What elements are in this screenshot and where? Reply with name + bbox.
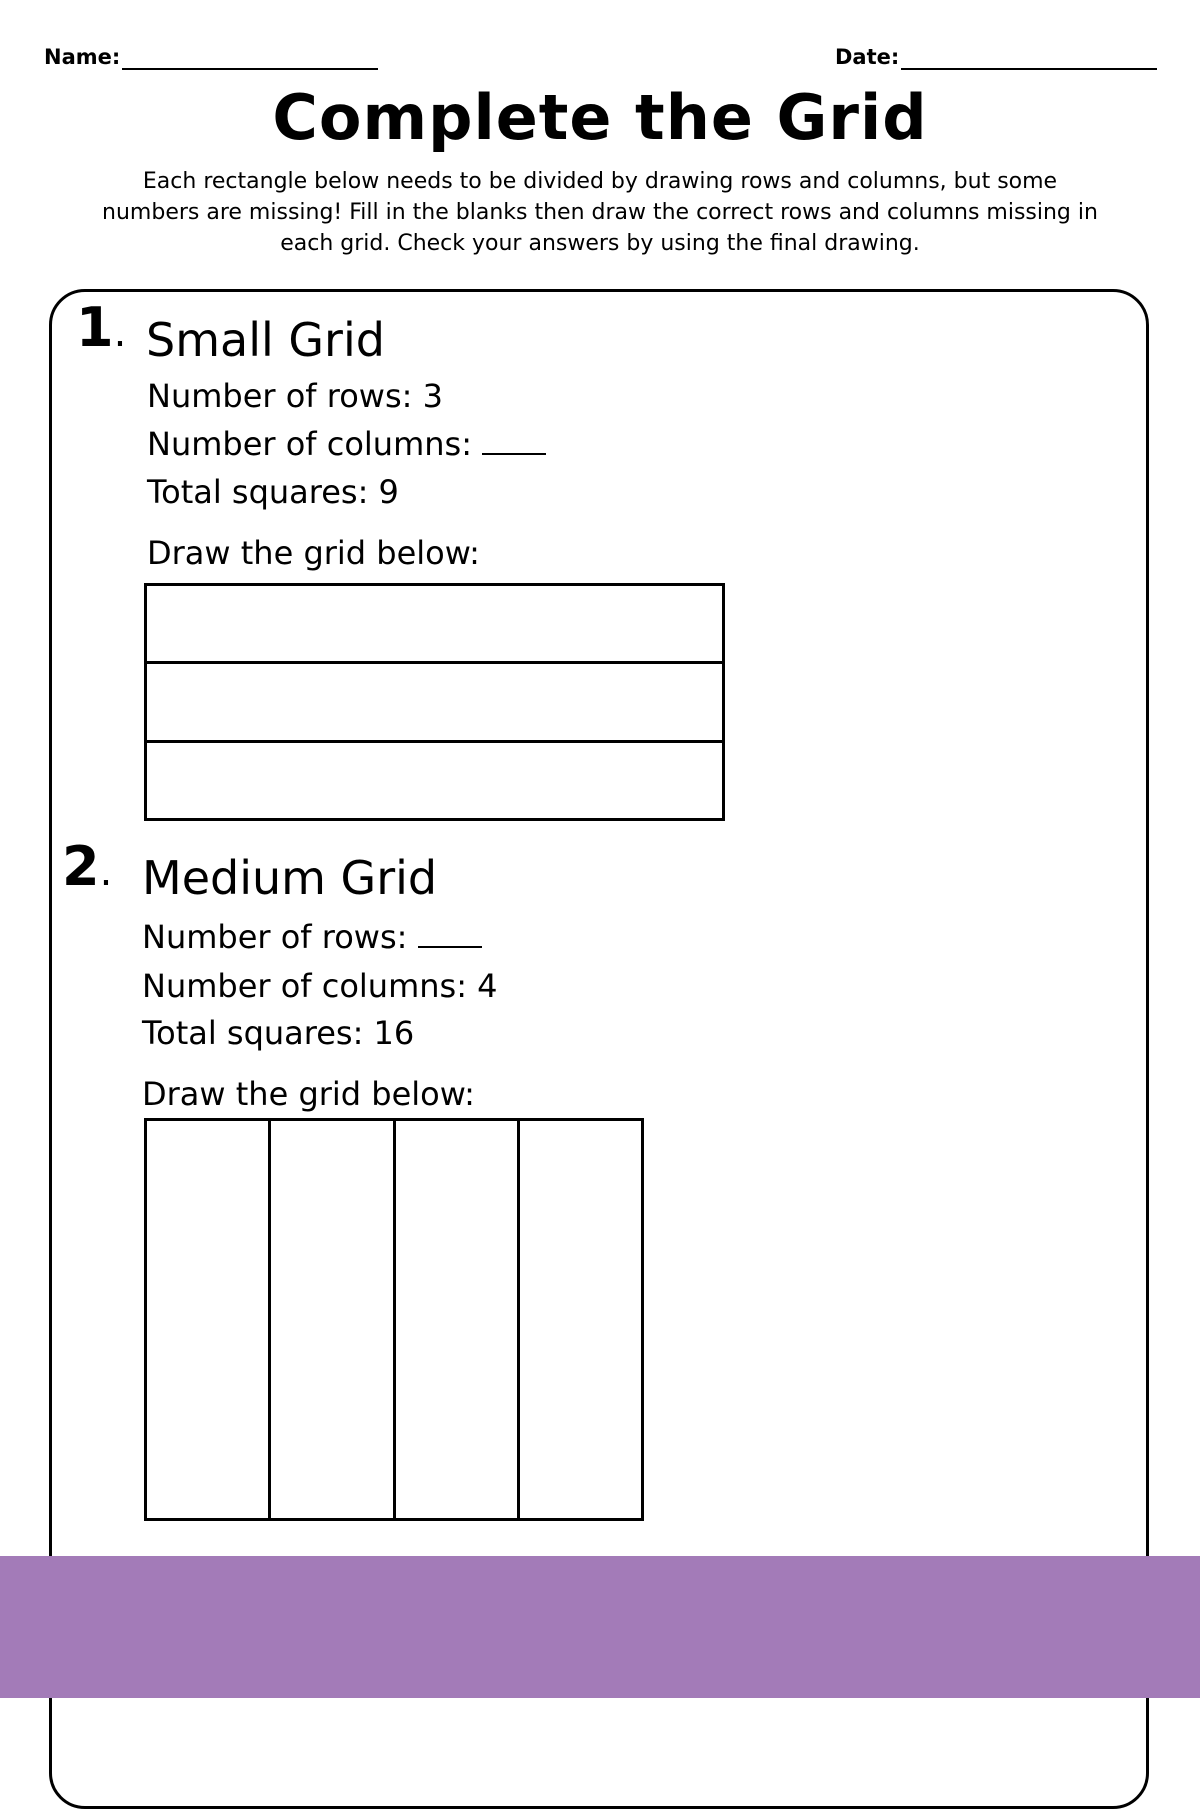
problem-1-total: Total squares: 9 — [147, 473, 399, 511]
problem-2-draw-label: Draw the grid below: — [142, 1075, 475, 1113]
problem-2-title: Medium Grid — [142, 851, 438, 905]
date-field — [835, 44, 1157, 70]
problem-2-total: Total squares: 16 — [142, 1014, 415, 1052]
problem-1-title: Small Grid — [146, 313, 385, 367]
problem-2-columns: Number of columns: 4 — [142, 967, 498, 1005]
problem-1-draw-label: Draw the grid below: — [147, 534, 480, 572]
grid-column — [147, 1121, 268, 1518]
problem-2-rows-label: Number of rows: — [142, 918, 408, 956]
problem-2-number: 2. — [62, 835, 113, 898]
name-label: Name: — [44, 45, 121, 69]
footer-band — [0, 1556, 1200, 1698]
page-title: Complete the Grid — [272, 81, 928, 154]
grid-row — [147, 740, 722, 818]
problem-1-number: 1. — [76, 296, 127, 359]
date-blank-line[interactable] — [901, 46, 1157, 70]
instructions-text: Each rectangle below needs to be divided by drawing rows and columns, but some numbers are missing! Fill in the blanks then draw the correct rows and columns missing in each grid. Check your answers by using the final drawing. — [102, 169, 1098, 256]
problem-2-rows-blank[interactable] — [418, 918, 482, 948]
problem-1-grid[interactable] — [144, 583, 725, 821]
problem-1-columns — [147, 424, 546, 464]
problem-1-rows: Number of rows: 3 — [147, 377, 443, 415]
grid-row — [147, 661, 722, 739]
name-field — [44, 44, 378, 70]
grid-column — [517, 1121, 641, 1518]
name-blank-line[interactable] — [122, 46, 378, 70]
grid-row — [147, 586, 722, 661]
problem-1-columns-blank[interactable] — [482, 425, 546, 455]
grid-column — [393, 1121, 517, 1518]
grid-column — [268, 1121, 392, 1518]
date-label: Date: — [835, 45, 900, 69]
problem-2-grid[interactable] — [144, 1118, 644, 1521]
problem-1-columns-label: Number of columns: — [147, 425, 472, 463]
problem-2-rows — [142, 917, 482, 957]
